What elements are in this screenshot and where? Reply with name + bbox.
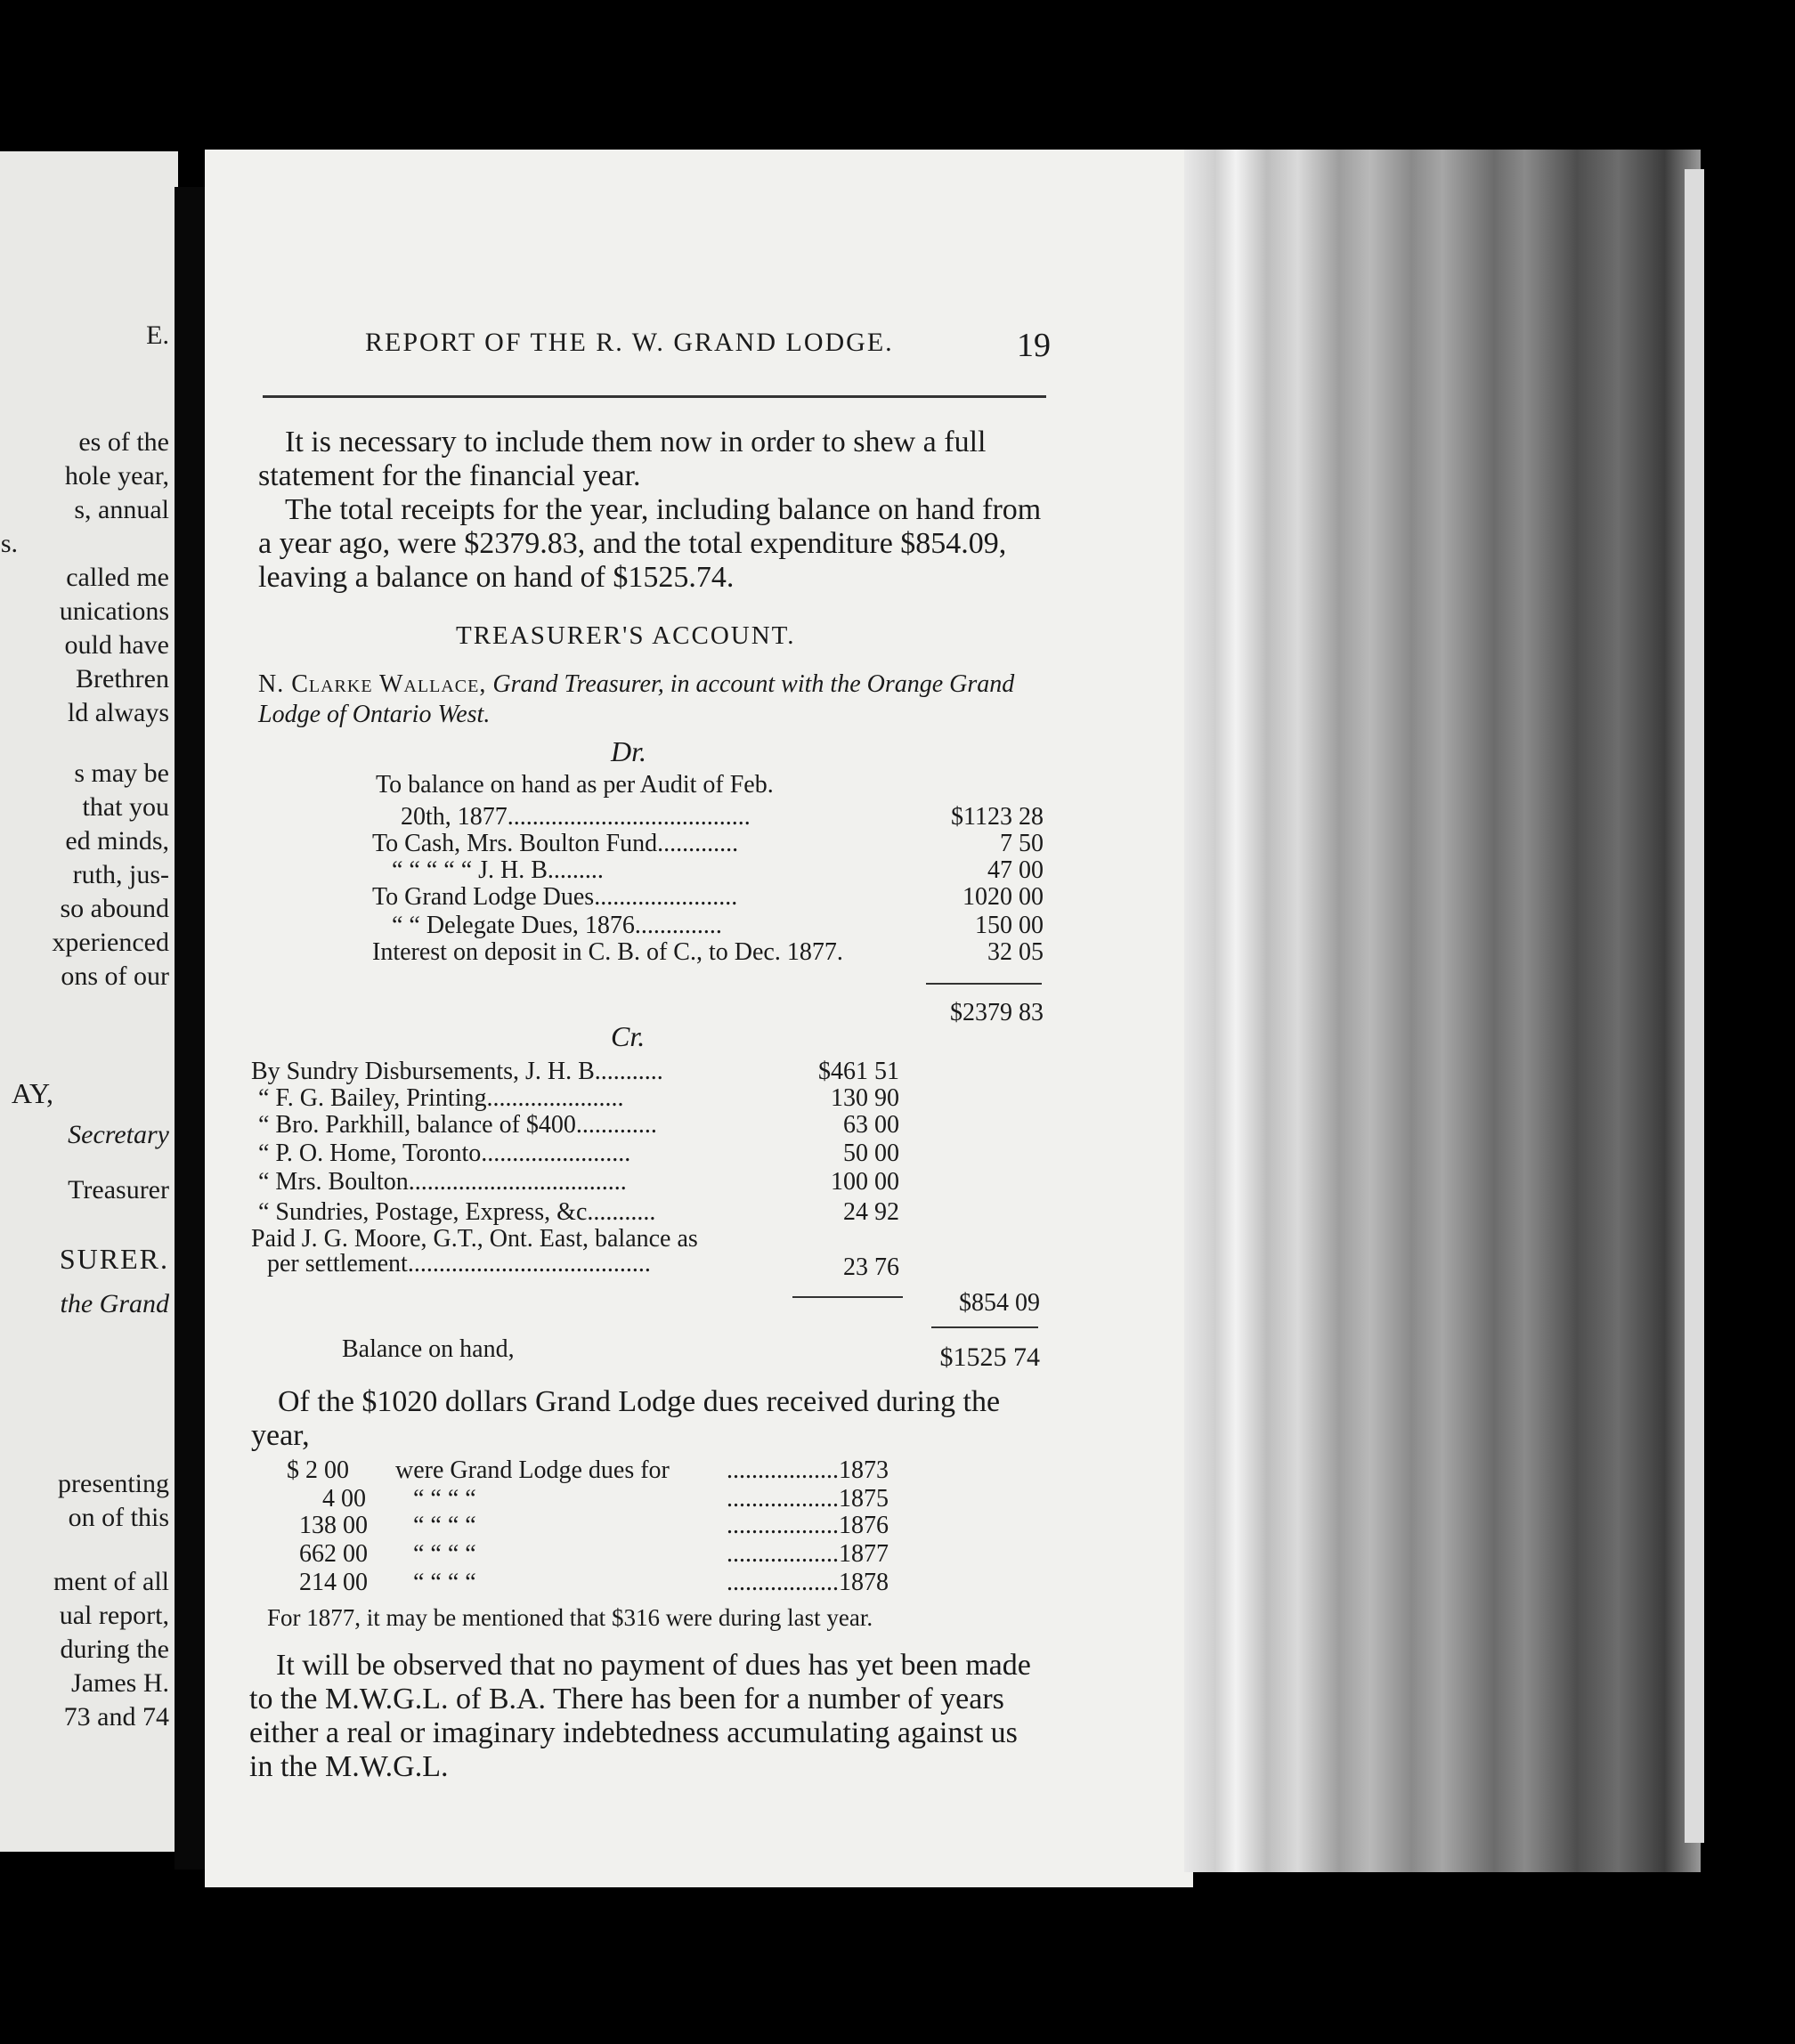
left-fragment: ruth, jus- — [72, 860, 169, 889]
dues-amount: 4 00 — [322, 1485, 366, 1513]
cr-row: per settlement....................................... — [267, 1250, 651, 1278]
cr-amount: 130 90 — [831, 1084, 899, 1112]
dr-row: To balance on hand as per Audit of Feb. — [376, 771, 774, 799]
facing-page-left — [0, 151, 178, 1852]
left-fragment: ons of our — [61, 961, 169, 991]
cr-amount: 100 00 — [831, 1168, 899, 1196]
dr-amount: 1020 00 — [962, 883, 1044, 911]
book-gutter — [175, 187, 207, 1870]
left-fragment: Treasurer — [68, 1175, 169, 1204]
dr-row: Interest on deposit in C. B. of C., to Dec. 1877. — [372, 938, 843, 966]
dues-amount: 214 00 — [299, 1569, 368, 1596]
cr-amount: $461 51 — [818, 1058, 899, 1085]
dues-amount: 138 00 — [299, 1512, 368, 1539]
left-fragment: hole year, — [64, 461, 169, 491]
dr-amount: $1123 28 — [951, 803, 1044, 831]
account-party — [258, 669, 1042, 730]
dues-amount: 662 00 — [299, 1540, 368, 1568]
dr-row: To Grand Lodge Dues....................... — [372, 883, 738, 911]
dues-year: ..................1873 — [727, 1456, 889, 1484]
left-fragment: presenting — [58, 1469, 169, 1498]
balance-label: Balance on hand, — [342, 1335, 515, 1363]
left-fragment: called me — [66, 563, 169, 592]
intro-paragraph-1: It is necessary to include them now in order to shew a full statement for the financial year. — [258, 426, 987, 492]
dues-amount: $ 2 00 — [287, 1456, 349, 1484]
left-fragment: Secretary — [68, 1120, 169, 1149]
cr-row: “ Mrs. Boulton................................... — [258, 1168, 627, 1196]
account-title: TREASURER'S ACCOUNT. — [456, 621, 796, 650]
credit-total-rule — [931, 1326, 1038, 1328]
cr-amount: 24 92 — [843, 1198, 899, 1226]
left-fragment: es of the — [78, 427, 169, 457]
left-fragment: 73 and 74 — [63, 1702, 169, 1732]
dues-text: “ “ “ “ — [413, 1569, 476, 1596]
dues-intro: Of the $1020 dollars Grand Lodge dues received during the year, — [251, 1385, 1001, 1452]
dr-amount: 7 50 — [1000, 830, 1044, 857]
cr-amount: 63 00 — [843, 1111, 899, 1139]
left-fragment: ld always — [67, 698, 169, 727]
party-description: Grand Treasurer, in account with the Orange Grand Lodge of Ontario West. — [258, 670, 1015, 728]
page-number: 19 — [1017, 327, 1051, 364]
cr-row: “ F. G. Bailey, Printing...................... — [258, 1084, 624, 1112]
dues-text: “ “ “ “ — [413, 1512, 476, 1539]
dues-text: “ “ “ “ — [413, 1485, 476, 1513]
left-fragment: during the — [60, 1634, 169, 1664]
left-fragment: AY, — [11, 1077, 53, 1109]
left-fragment: ual report, — [59, 1601, 169, 1630]
left-fragment: SURER. — [59, 1243, 169, 1275]
debit-total-rule — [926, 983, 1042, 985]
dues-year: ..................1878 — [727, 1569, 889, 1596]
dr-row: “ “ Delegate Dues, 1876.............. — [392, 912, 722, 939]
dues-text: were Grand Lodge dues for — [395, 1456, 670, 1484]
cr-amount: 23 76 — [843, 1253, 899, 1281]
left-fragment: Brethren — [76, 664, 169, 694]
credit-total: $854 09 — [959, 1289, 1040, 1317]
left-fragment: James H. — [71, 1668, 169, 1698]
dr-row: 20th, 1877....................................... — [401, 803, 751, 831]
left-fragment: s, annual — [74, 495, 169, 524]
header-rule — [263, 395, 1046, 398]
cr-row: By Sundry Disbursements, J. H. B........... — [251, 1058, 663, 1085]
dues-text: “ “ “ “ — [413, 1540, 476, 1568]
dr-amount: 47 00 — [987, 856, 1044, 884]
dr-amount: 150 00 — [975, 912, 1044, 939]
dues-year: ..................1875 — [727, 1485, 889, 1513]
left-fragment: s. — [0, 529, 18, 558]
left-fragment: that you — [82, 792, 169, 822]
intro-paragraph-2: The total receipts for the year, including balance on hand from a year ago, were $2379.83, and the total expenditure $854.09, leaving a balance on hand of $1525.74. — [258, 493, 1042, 594]
credit-label: Cr. — [611, 1020, 646, 1052]
page-edges — [1184, 150, 1701, 1872]
cr-row: “ Sundries, Postage, Express, &c........... — [258, 1198, 656, 1226]
left-fragment: ment of all — [53, 1567, 169, 1596]
cr-amount: 50 00 — [843, 1140, 899, 1167]
dr-row: “ “ “ “ “ J. H. B......... — [392, 856, 604, 884]
left-fragment: s may be — [74, 758, 169, 788]
left-fragment: ould have — [64, 630, 169, 660]
cover-edge — [1685, 169, 1704, 1843]
debit-total: $2379 83 — [950, 999, 1044, 1026]
closing-paragraph: It will be observed that no payment of dues has yet been made to the M.W.G.L. of B.A. There has been for a number of years either a real or imaginary indebtedness accumulating against us in the M.W.G.L. — [249, 1649, 1031, 1783]
credit-subtotal-rule — [792, 1296, 903, 1298]
dues-footnote: For 1877, it may be mentioned that $316 were during last year. — [267, 1604, 873, 1631]
running-head: REPORT OF THE R. W. GRAND LODGE. — [365, 328, 894, 357]
balance-amount: $1525 74 — [939, 1342, 1040, 1372]
dr-amount: 32 05 — [987, 938, 1044, 966]
dues-year: ..................1876 — [727, 1512, 889, 1539]
left-fragment: on of this — [68, 1503, 169, 1532]
left-fragment: unications — [59, 596, 169, 626]
left-fragment: ed minds, — [65, 826, 169, 856]
dr-row: To Cash, Mrs. Boulton Fund............. — [372, 830, 739, 857]
left-fragment: xperienced — [52, 928, 169, 957]
cr-row: “ Bro. Parkhill, balance of $400............. — [258, 1111, 657, 1139]
dues-year: ..................1877 — [727, 1540, 889, 1568]
party-name: N. Clarke Wallace, — [258, 670, 487, 698]
cr-row: Paid J. G. Moore, G.T., Ont. East, balance as — [251, 1225, 698, 1253]
cr-row: “ P. O. Home, Toronto........................ — [258, 1140, 631, 1167]
left-fragment: so abound — [60, 894, 169, 923]
left-fragment: E. — [146, 320, 169, 350]
left-fragment: the Grand — [60, 1289, 169, 1318]
debit-label: Dr. — [611, 735, 647, 767]
